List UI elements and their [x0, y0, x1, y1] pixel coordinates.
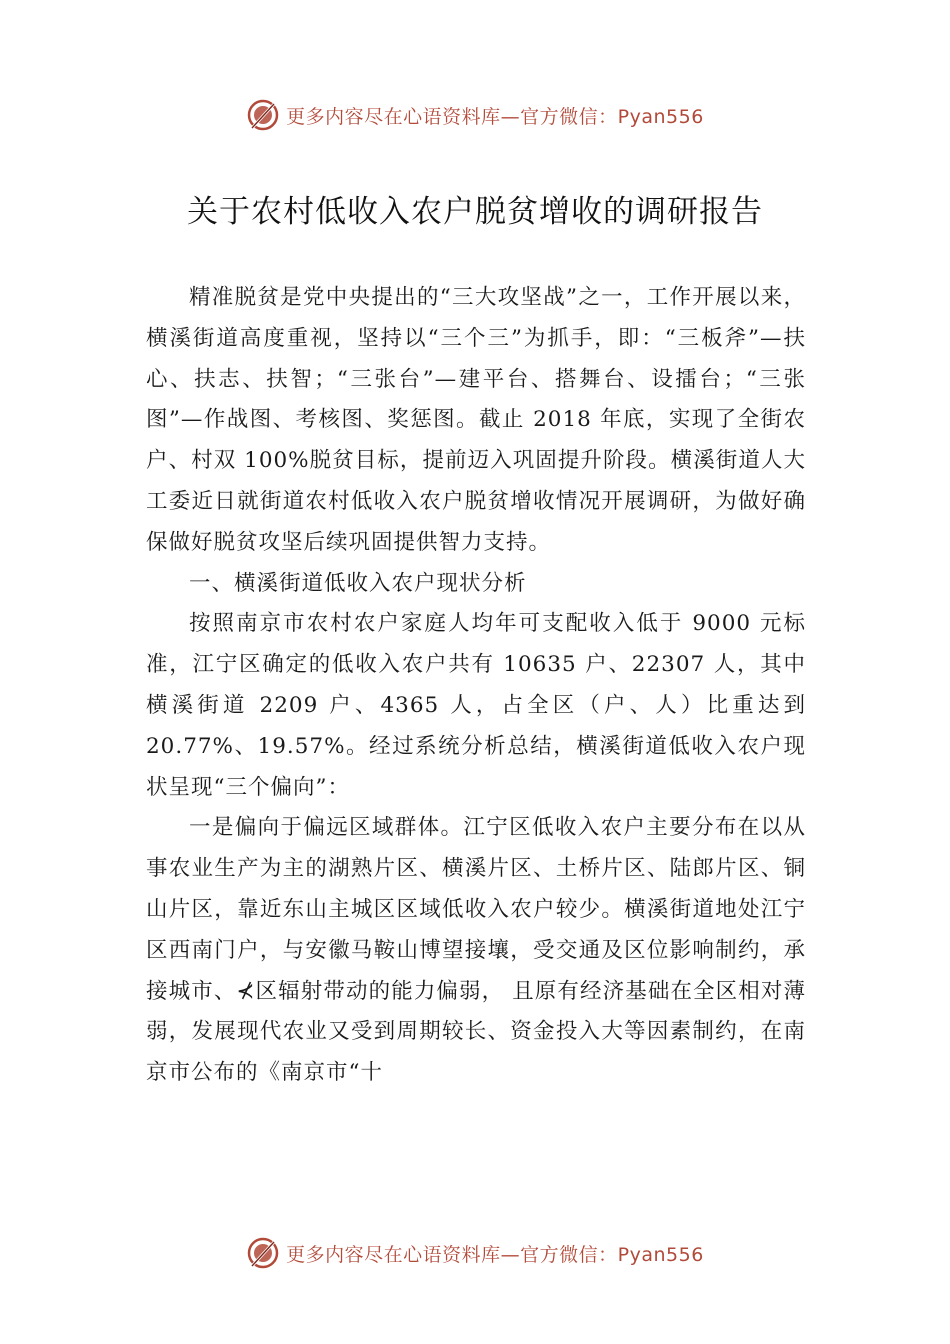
paragraph: 一是偏向于偏远区域群体。江宁区低收入农户主要分布在以从事农业生产为主的湖熟片区、横溪片区、土桥片区、陆郎片区、铜山片区，靠近东山主城区区域低收入农户较少。横溪街道地处江宁区西南门户，与安徽马鞍山博望接壤，受交通及区位影响制约，承接城市、⊀区辐射带动的能力偏弱， 且原有经济基础在全区相对薄弱，发展现代农业又受到周期较长、资金投入大等因素制约，在南京市公布的《南京市“十	[146, 815, 806, 1086]
watermark-text: 更多内容尽在心语资料库—官方微信：Pyan556	[286, 105, 704, 128]
watermark-footer	[0, 1233, 950, 1273]
paragraph: 按照南京市农村农户家庭人均年可支配收入低于 9000 元标准，江宁区确定的低收入农户共有 10635 户、22307 人，其中横溪街道 2209 户、4365 人，占全区（户、人）比重达到 20.77%、19.57%。经过系统分析总结，横溪街道低收入农户现状呈现“三个偏向”：	[146, 611, 806, 800]
watermark-header	[0, 95, 950, 135]
watermark-text: 更多内容尽在心语资料库—官方微信：Pyan556	[286, 1243, 704, 1266]
pen-seal-logo-icon	[246, 1236, 280, 1270]
paragraph: 精准脱贫是党中央提出的“三大攻坚战”之一，工作开展以来，横溪街道高度重视，坚持以“三个三”为抓手，即：“三板斧”—扶心、扶志、扶智；“三张台”—建平台、搭舞台、设擂台；“三张图”—作战图、考核图、奖惩图。截止 2018 年底，实现了全街农户、村双 100%脱贫目标，提前迈入巩固提升阶段。横溪街道人大工委近日就街道农村低收入农户脱贫增收情况开展调研，为做好确保做好脱贫攻坚后续巩固提供智力支持。	[146, 285, 806, 555]
document-body	[146, 278, 806, 1094]
document-title: 关于农村低收入农户脱贫增收的调研报告	[187, 194, 763, 230]
pen-seal-logo-icon	[246, 98, 280, 132]
section-heading: 一、横溪街道低收入农户现状分析	[189, 570, 527, 596]
